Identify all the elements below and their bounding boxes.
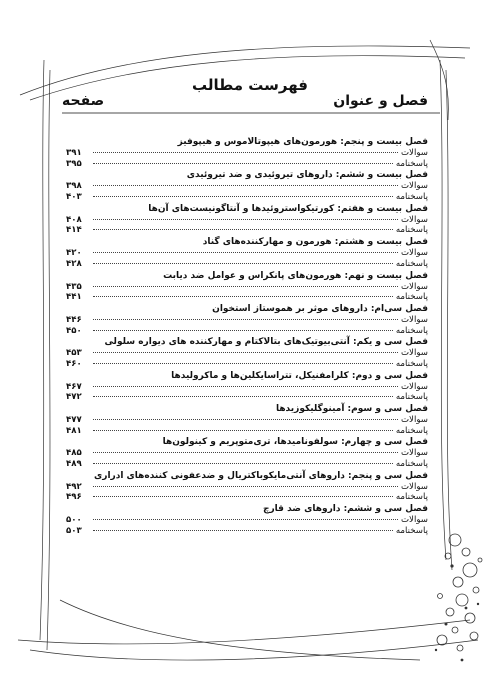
- chapter-title: فصل بیست و ششم: داروهای تیروئیدی و ضد تیروئیدی: [186, 170, 428, 181]
- answers-page-number: ۴۵۰: [66, 325, 82, 336]
- answers-page-number: ۴۱۴: [66, 225, 82, 236]
- answers-row: [66, 392, 428, 403]
- chapter-title: فصل سی و یکم: آنتی‌بیوتیک‌های بتالاکتام و مهارکننده های دیواره سلولی: [104, 337, 428, 348]
- dot-leader: [93, 152, 398, 153]
- questions-label: سوالات: [400, 481, 428, 492]
- questions-row: [66, 348, 428, 359]
- questions-page-number: ۴۹۲: [66, 481, 82, 492]
- chapter-entry: [66, 203, 428, 236]
- dot-leader: [93, 219, 398, 220]
- answers-row: [66, 159, 428, 170]
- questions-row: [66, 515, 428, 526]
- questions-row: [66, 382, 428, 393]
- questions-label: سوالات: [400, 515, 428, 526]
- answers-page-number: ۴۸۹: [66, 459, 82, 470]
- answers-row: [66, 225, 428, 236]
- chapter-entry: [66, 470, 428, 503]
- answers-label: پاسخنامه: [395, 459, 428, 470]
- chapter-title: فصل سی و پنجم: داروهای آنتی‌مایکوباکتریال و ضدعفونی کننده‌های ادراری: [94, 470, 428, 481]
- answers-row: [66, 292, 428, 303]
- chapter-title: فصل بیست و پنجم: هورمون‌های هیپوتالاموس و هیپوفیز: [177, 137, 428, 147]
- answers-label: پاسخنامه: [395, 392, 428, 403]
- answers-label: پاسخنامه: [395, 325, 428, 336]
- chapter-title: فصل سی و چهارم: سولفونامیدها، تری‌متوپریم و کینولون‌ها: [162, 437, 428, 448]
- questions-label: سوالات: [400, 381, 428, 392]
- questions-page-number: ۴۲۰: [66, 248, 82, 259]
- chapter-entry: [66, 436, 428, 469]
- answers-page-number: ۴۹۶: [66, 492, 82, 503]
- questions-page-number: ۴۰۸: [66, 214, 82, 225]
- answers-page-number: ۴۷۲: [66, 392, 82, 403]
- answers-page-number: ۴۸۱: [66, 425, 82, 436]
- dot-leader: [93, 496, 393, 497]
- questions-row: [66, 248, 428, 259]
- chapter-title: فصل سی‌ام: داروهای موثر بر هموستاز استخوان: [212, 303, 428, 314]
- questions-label: سوالات: [400, 281, 428, 292]
- questions-page-number: ۴۶۷: [66, 381, 82, 392]
- dot-leader: [93, 530, 393, 531]
- questions-label: سوالات: [400, 181, 428, 192]
- answers-row: [66, 326, 428, 337]
- dot-leader: [93, 296, 393, 297]
- chapter-title: فصل سی و دوم: کلرامفنیکل، تتراسایکلین‌ها و ماکرولیدها: [171, 370, 428, 381]
- questions-page-number: ۳۹۸: [66, 181, 82, 192]
- dot-leader: [93, 486, 398, 487]
- questions-row: [66, 415, 428, 426]
- dot-leader: [93, 263, 393, 264]
- questions-label: سوالات: [400, 148, 428, 158]
- questions-row: [66, 282, 428, 293]
- questions-label: سوالات: [400, 415, 428, 425]
- questions-page-number: ۴۴۶: [66, 314, 82, 325]
- chapter-title: فصل بیست و هفتم: کورتیکواستروئیدها و آنتاگونیست‌های آن‌ها: [148, 203, 428, 214]
- questions-row: [66, 148, 428, 159]
- answers-label: پاسخنامه: [395, 158, 428, 169]
- answers-row: [66, 459, 428, 470]
- page-column-header: صفحه: [62, 93, 105, 109]
- page-title: فهرست مطالب: [192, 76, 308, 94]
- answers-page-number: ۴۶۰: [66, 358, 82, 369]
- dot-leader: [93, 330, 393, 331]
- questions-page-number: ۴۵۳: [66, 348, 82, 359]
- answers-row: [66, 192, 428, 203]
- questions-label: سوالات: [400, 348, 428, 359]
- dot-leader: [93, 396, 393, 397]
- chapter-entry: [66, 136, 428, 169]
- answers-row: [66, 492, 428, 503]
- answers-label: پاسخنامه: [395, 492, 428, 503]
- answers-label: پاسخنامه: [395, 358, 428, 369]
- chapter-entry: [66, 336, 428, 369]
- dot-leader: [93, 463, 393, 464]
- questions-row: [66, 448, 428, 459]
- questions-row: [66, 315, 428, 326]
- chapter-entry: [66, 370, 428, 403]
- questions-row: [66, 482, 428, 493]
- dot-leader: [93, 185, 398, 186]
- dot-leader: [93, 519, 398, 520]
- questions-row: [66, 181, 428, 192]
- answers-row: [66, 259, 428, 270]
- questions-page-number: ۳۹۱: [66, 148, 82, 158]
- questions-label: سوالات: [400, 314, 428, 325]
- answers-row: [66, 426, 428, 437]
- dot-leader: [93, 229, 393, 230]
- questions-label: سوالات: [400, 248, 428, 259]
- answers-label: پاسخنامه: [395, 525, 428, 536]
- answers-page-number: ۳۹۵: [66, 158, 82, 169]
- chapter-entry: [66, 236, 428, 269]
- questions-row: [66, 215, 428, 226]
- dot-leader: [93, 163, 393, 164]
- dot-leader: [93, 319, 398, 320]
- decorative-circles: [437, 534, 482, 651]
- chapter-entry: [66, 169, 428, 202]
- answers-label: پاسخنامه: [395, 225, 428, 236]
- questions-page-number: ۵۰۰: [66, 515, 82, 526]
- answers-label: پاسخنامه: [395, 258, 428, 269]
- chapter-entry: [66, 303, 428, 336]
- questions-page-number: ۴۷۷: [66, 415, 82, 425]
- dot-leader: [93, 196, 393, 197]
- questions-page-number: ۴۸۵: [66, 448, 82, 459]
- answers-label: پاسخنامه: [395, 192, 428, 203]
- chapter-entry: [66, 403, 428, 436]
- chapter-column-header: فصل و عنوان: [333, 93, 428, 109]
- answers-page-number: ۵۰۳: [66, 525, 82, 536]
- dot-leader: [93, 430, 393, 431]
- answers-label: پاسخنامه: [395, 425, 428, 436]
- answers-label: پاسخنامه: [395, 292, 428, 303]
- table-of-contents: [66, 136, 428, 537]
- dot-leader: [93, 419, 398, 420]
- answers-page-number: ۴۲۸: [66, 258, 82, 269]
- chapter-title: فصل سی و ششم: داروهای ضد قارچ: [263, 504, 428, 515]
- chapter-title: فصل بیست و هشتم: هورمون و مهارکننده‌های گناد: [202, 237, 428, 248]
- questions-label: سوالات: [400, 214, 428, 225]
- answers-row: [66, 526, 428, 537]
- chapter-entry: [66, 270, 428, 303]
- dot-leader: [93, 352, 398, 353]
- questions-page-number: ۴۳۵: [66, 281, 82, 292]
- chapter-title: فصل بیست و نهم: هورمون‌های پانکراس و عوامل ضد دیابت: [163, 270, 428, 281]
- dot-leader: [93, 252, 398, 253]
- dot-leader: [93, 363, 393, 364]
- chapter-title: فصل سی و سوم: آمینوگلیکوزیدها: [275, 404, 428, 414]
- answers-page-number: ۴۴۱: [66, 292, 82, 303]
- questions-label: سوالات: [400, 448, 428, 459]
- dot-leader: [93, 286, 398, 287]
- dot-leader: [93, 386, 398, 387]
- dot-leader: [93, 452, 398, 453]
- answers-row: [66, 359, 428, 370]
- chapter-entry: [66, 503, 428, 536]
- answers-page-number: ۴۰۳: [66, 192, 82, 203]
